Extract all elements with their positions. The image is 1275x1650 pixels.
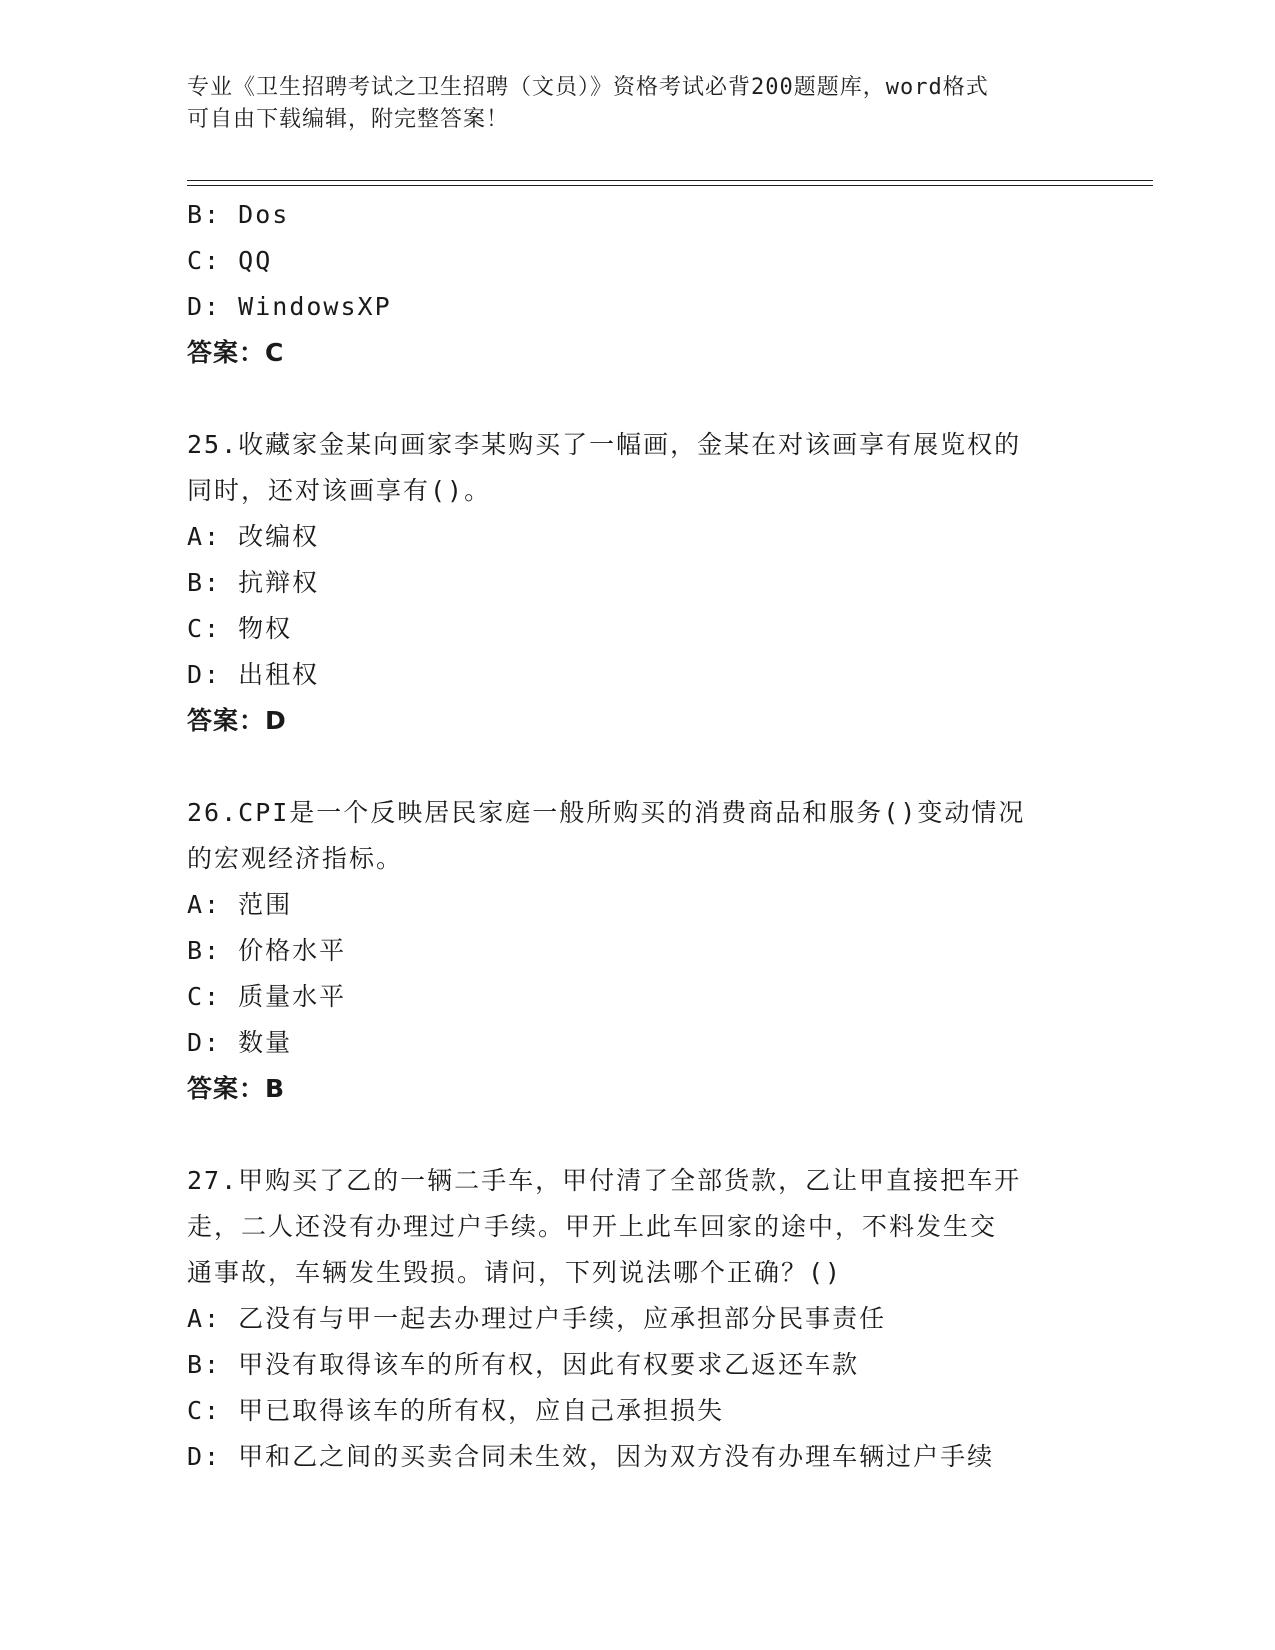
option-letter: A: <box>187 890 222 919</box>
option-d <box>187 1434 1087 1480</box>
option-letter: B: <box>187 1350 222 1379</box>
option-text: 范围 <box>238 890 293 919</box>
question-stem-line-1: 25.收藏家金某向画家李某购买了一幅画，金某在对该画享有展览权的 <box>187 430 1022 459</box>
option-letter: A: <box>187 1304 222 1333</box>
question-stem-line-2: 走，二人还没有办理过户手续。甲开上此车回家的途中，不料发生交 <box>187 1212 998 1241</box>
option-letter: B: <box>187 568 222 597</box>
option-letter: D: <box>187 292 222 321</box>
option-b <box>187 192 1087 238</box>
spacer <box>187 1112 1087 1158</box>
question-25 <box>187 422 1087 744</box>
option-letter: D: <box>187 1028 222 1057</box>
option-text: 质量水平 <box>238 982 347 1011</box>
option-letter: A: <box>187 522 222 551</box>
option-text: QQ <box>238 246 273 275</box>
option-b <box>187 560 1087 606</box>
spacer <box>187 744 1087 790</box>
option-letter: C: <box>187 246 222 275</box>
option-b <box>187 928 1087 974</box>
header-line-1: 专业《卫生招聘考试之卫生招聘（文员）》资格考试必背200题题库，word格式 <box>187 75 989 100</box>
option-text: 价格水平 <box>238 936 347 965</box>
option-c <box>187 1388 1087 1434</box>
option-text: 数量 <box>238 1028 293 1057</box>
header-rule-bottom <box>187 185 1153 186</box>
option-text: 甲已取得该车的所有权，应自己承担损失 <box>238 1396 725 1425</box>
option-letter: B: <box>187 936 222 965</box>
answer-line: 答案：C <box>187 338 285 367</box>
option-text: 出租权 <box>238 660 320 689</box>
option-text: 甲和乙之间的买卖合同未生效，因为双方没有办理车辆过户手续 <box>238 1442 995 1471</box>
option-text: Dos <box>238 200 290 229</box>
option-a <box>187 882 1087 928</box>
question-27 <box>187 1158 1087 1480</box>
option-a <box>187 1296 1087 1342</box>
option-letter: D: <box>187 660 222 689</box>
question-stem-line-1: 27.甲购买了乙的一辆二手车，甲付清了全部货款，乙让甲直接把车开 <box>187 1166 1022 1195</box>
spacer <box>187 376 1087 422</box>
question-stem-line-1: 26.CPI是一个反映居民家庭一般所购买的消费商品和服务()变动情况 <box>187 798 1026 827</box>
option-letter: C: <box>187 982 222 1011</box>
option-d <box>187 652 1087 698</box>
option-d <box>187 1020 1087 1066</box>
question-stem-line-2: 同时，还对该画享有()。 <box>187 476 492 505</box>
option-b <box>187 1342 1087 1388</box>
option-text: 物权 <box>238 614 293 643</box>
option-c <box>187 974 1087 1020</box>
question-26 <box>187 790 1087 1112</box>
option-text: 甲没有取得该车的所有权，因此有权要求乙返还车款 <box>238 1350 860 1379</box>
option-c <box>187 238 1087 284</box>
question-stem-line-2: 的宏观经济指标。 <box>187 844 404 873</box>
option-c <box>187 606 1087 652</box>
option-text: 抗辩权 <box>238 568 320 597</box>
option-letter: C: <box>187 614 222 643</box>
answer-line: 答案：D <box>187 706 287 735</box>
option-letter: D: <box>187 1442 222 1471</box>
question-stem-line-3: 通事故，车辆发生毁损。请问，下列说法哪个正确？() <box>187 1258 843 1287</box>
option-text: 乙没有与甲一起去办理过户手续，应承担部分民事责任 <box>238 1304 887 1333</box>
option-a <box>187 514 1087 560</box>
option-text: 改编权 <box>238 522 320 551</box>
page-header <box>187 72 1087 136</box>
option-letter: C: <box>187 1396 222 1425</box>
option-d <box>187 284 1087 330</box>
header-line-2: 可自由下载编辑，附完整答案！ <box>187 107 510 132</box>
option-text: WindowsXP <box>238 292 392 321</box>
question-list <box>187 192 1087 1480</box>
option-letter: B: <box>187 200 222 229</box>
answer-line: 答案：B <box>187 1074 286 1103</box>
header-rule-top <box>187 180 1153 181</box>
question-24-continued <box>187 192 1087 376</box>
